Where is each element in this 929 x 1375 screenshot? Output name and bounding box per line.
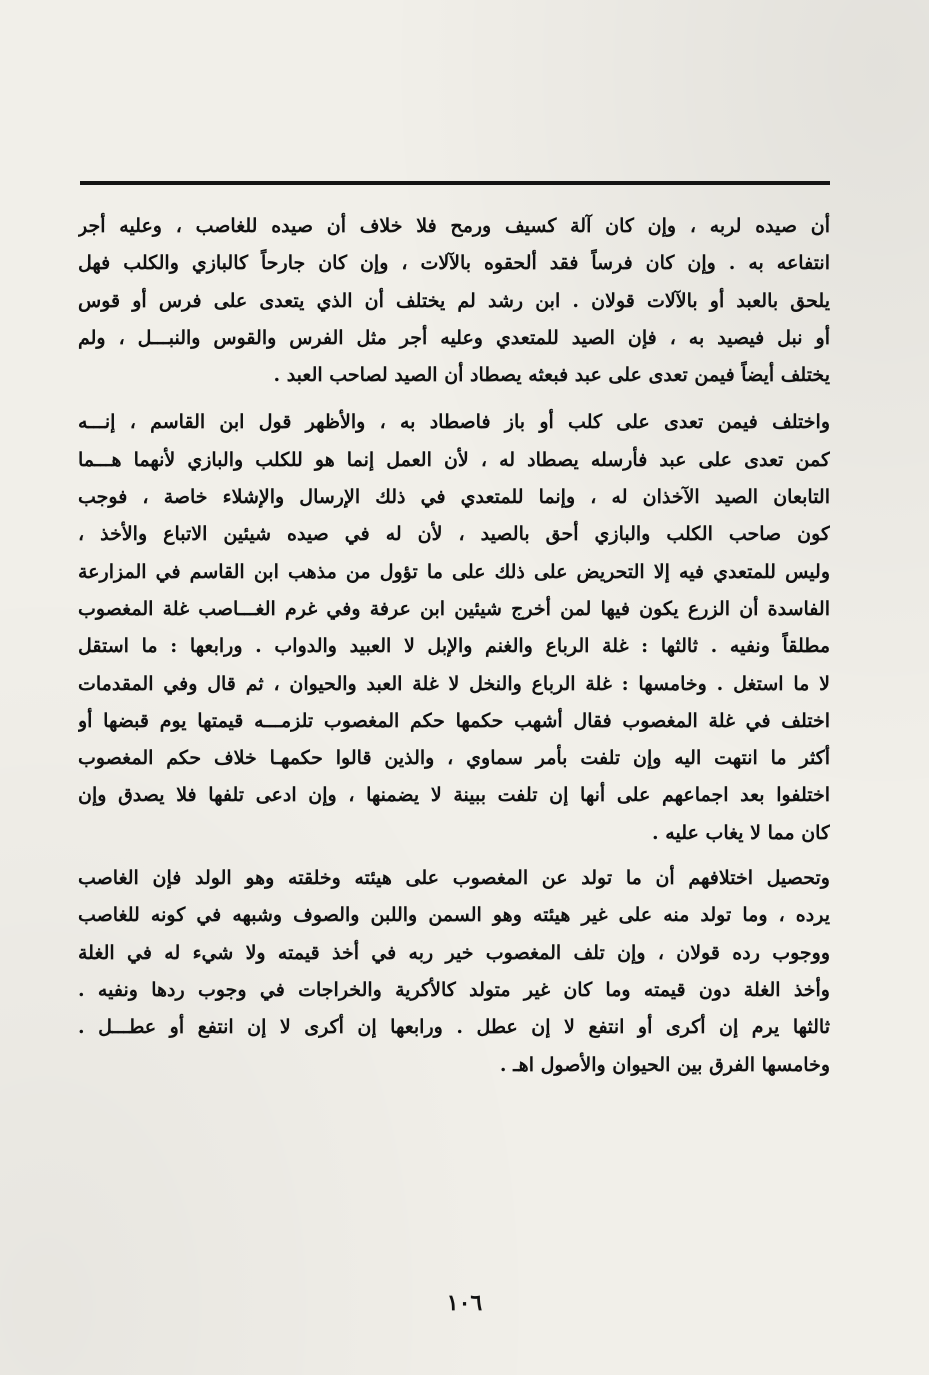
text-line: أن صيده لربه ، وإن كان آلة كسيف ورمح فلا خلاف أن صيده للغاصب ، وعليه أجر (78, 215, 830, 237)
text-line: واختلف فيمن تعدى على كلب أو باز فاصطاد به ، والأظهر قول ابن القاسم ، إنـــه (78, 411, 830, 434)
text-line: لا ما استغل . وخامسها : غلة الرباع والنخل لا غلة العبد والحيوان ، ثم قال وفي المقدمات (78, 672, 830, 695)
text-line: اختلفوا بعد اجماعهم على أنها إن تلفت ببينة لا يضمنها ، وإن ادعى تلفها فلا يصدق وإن (78, 784, 830, 807)
text-line: يختلف أيضاً فيمن تعدى على عبد فبعثه يصطاد أن الصيد لصاحب العبد . (273, 364, 830, 387)
text-line: يلحق بالعبد أو بالآلات قولان . ابن رشد لم يختلف أن الذي يتعدى على فرس أو قوس (78, 289, 830, 312)
text-line: التابعان الصيد الآخذان له ، وإنما للمتعدي في ذلك الإرسال والإشلاء خاصة ، فوجب (78, 486, 830, 509)
text-line: وخامسها الفرق بين الحيوان والأصول اهـ . (499, 1053, 830, 1076)
body-text (78, 208, 830, 1084)
paragraph-2 (78, 404, 830, 852)
text-line: وتحصيل اختلافهم أن ما تولد عن المغصوب على هيئته وخلقته وهو الولد فإن الغاصب (78, 867, 830, 890)
text-line: ووجوب رده قولان ، وإن تلف المغصوب خير ربه في أخذ قيمته ولا شيء له في الغلة (78, 941, 830, 964)
header-rule (80, 181, 830, 185)
text-line: انتفاعه به . وإن كان فرساً فقد ألحقوه بالآلات ، وإن كان جارحاً كالبازي والكلب فهل (78, 252, 830, 275)
text-line: يرده ، وما تولد منه على غير هيئته وهو السمن واللبن والصوف وشبهه في كونه للغاصب (78, 904, 830, 927)
text-line: وليس للمتعدي فيه إلا التحريض على ذلك على ما تؤول من مذهب ابن القاسم في المزارعة (78, 560, 830, 583)
text-line: ثالثها يرم إن أكرى أو انتفع لا إن عطل . ورابعها إن أكرى لا إن انتفع أو عطـــل . (78, 1016, 830, 1039)
page-number: ١٠٦ (446, 1290, 483, 1316)
text-line: مطلقاً ونفيه . ثالثها : غلة الرباع والغنم والإبل لا العبيد والدواب . ورابعها : ما استقل (78, 635, 830, 658)
text-line: وأخذ الغلة دون قيمته وما كان غير متولد كالأكرية والخراجات في وجوب ردها ونفيه . (78, 978, 830, 1001)
text-line: اختلف في غلة المغصوب فقال أشهب حكمها حكم المغصوب تلزمـــه قيمتها يوم قبضها أو (78, 709, 830, 732)
text-line: كان مما لا يغاب عليه . (652, 821, 830, 844)
text-line: الفاسدة أن الزرع يكون فيها لمن أخرج شيئين ابن عرفة وفي غرم الغـــاصب غلة المغصوب (78, 597, 830, 620)
text-line: أو نبل فيصيد به ، فإن الصيد للمتعدي وعليه أجر مثل الفرس والقوس والنبـــل ، ولم (78, 326, 830, 349)
text-line: كمن تعدى على عبد فأرسله يصطاد له ، لأن العمل إنما هو للكلب والبازي لأنهما هـــما (78, 448, 830, 471)
text-line: أكثر ما انتهت اليه وإن تلفت بأمر سماوي ، والذين قالوا حكمهـا خلاف حكم المغصوب (78, 747, 830, 770)
paragraph-1 (78, 208, 830, 394)
paragraph-3 (78, 860, 830, 1084)
text-line: كون صاحب الكلب والبازي أحق بالصيد ، لأن له في صيده شيئين الاتباع والأخذ ، (78, 523, 830, 546)
